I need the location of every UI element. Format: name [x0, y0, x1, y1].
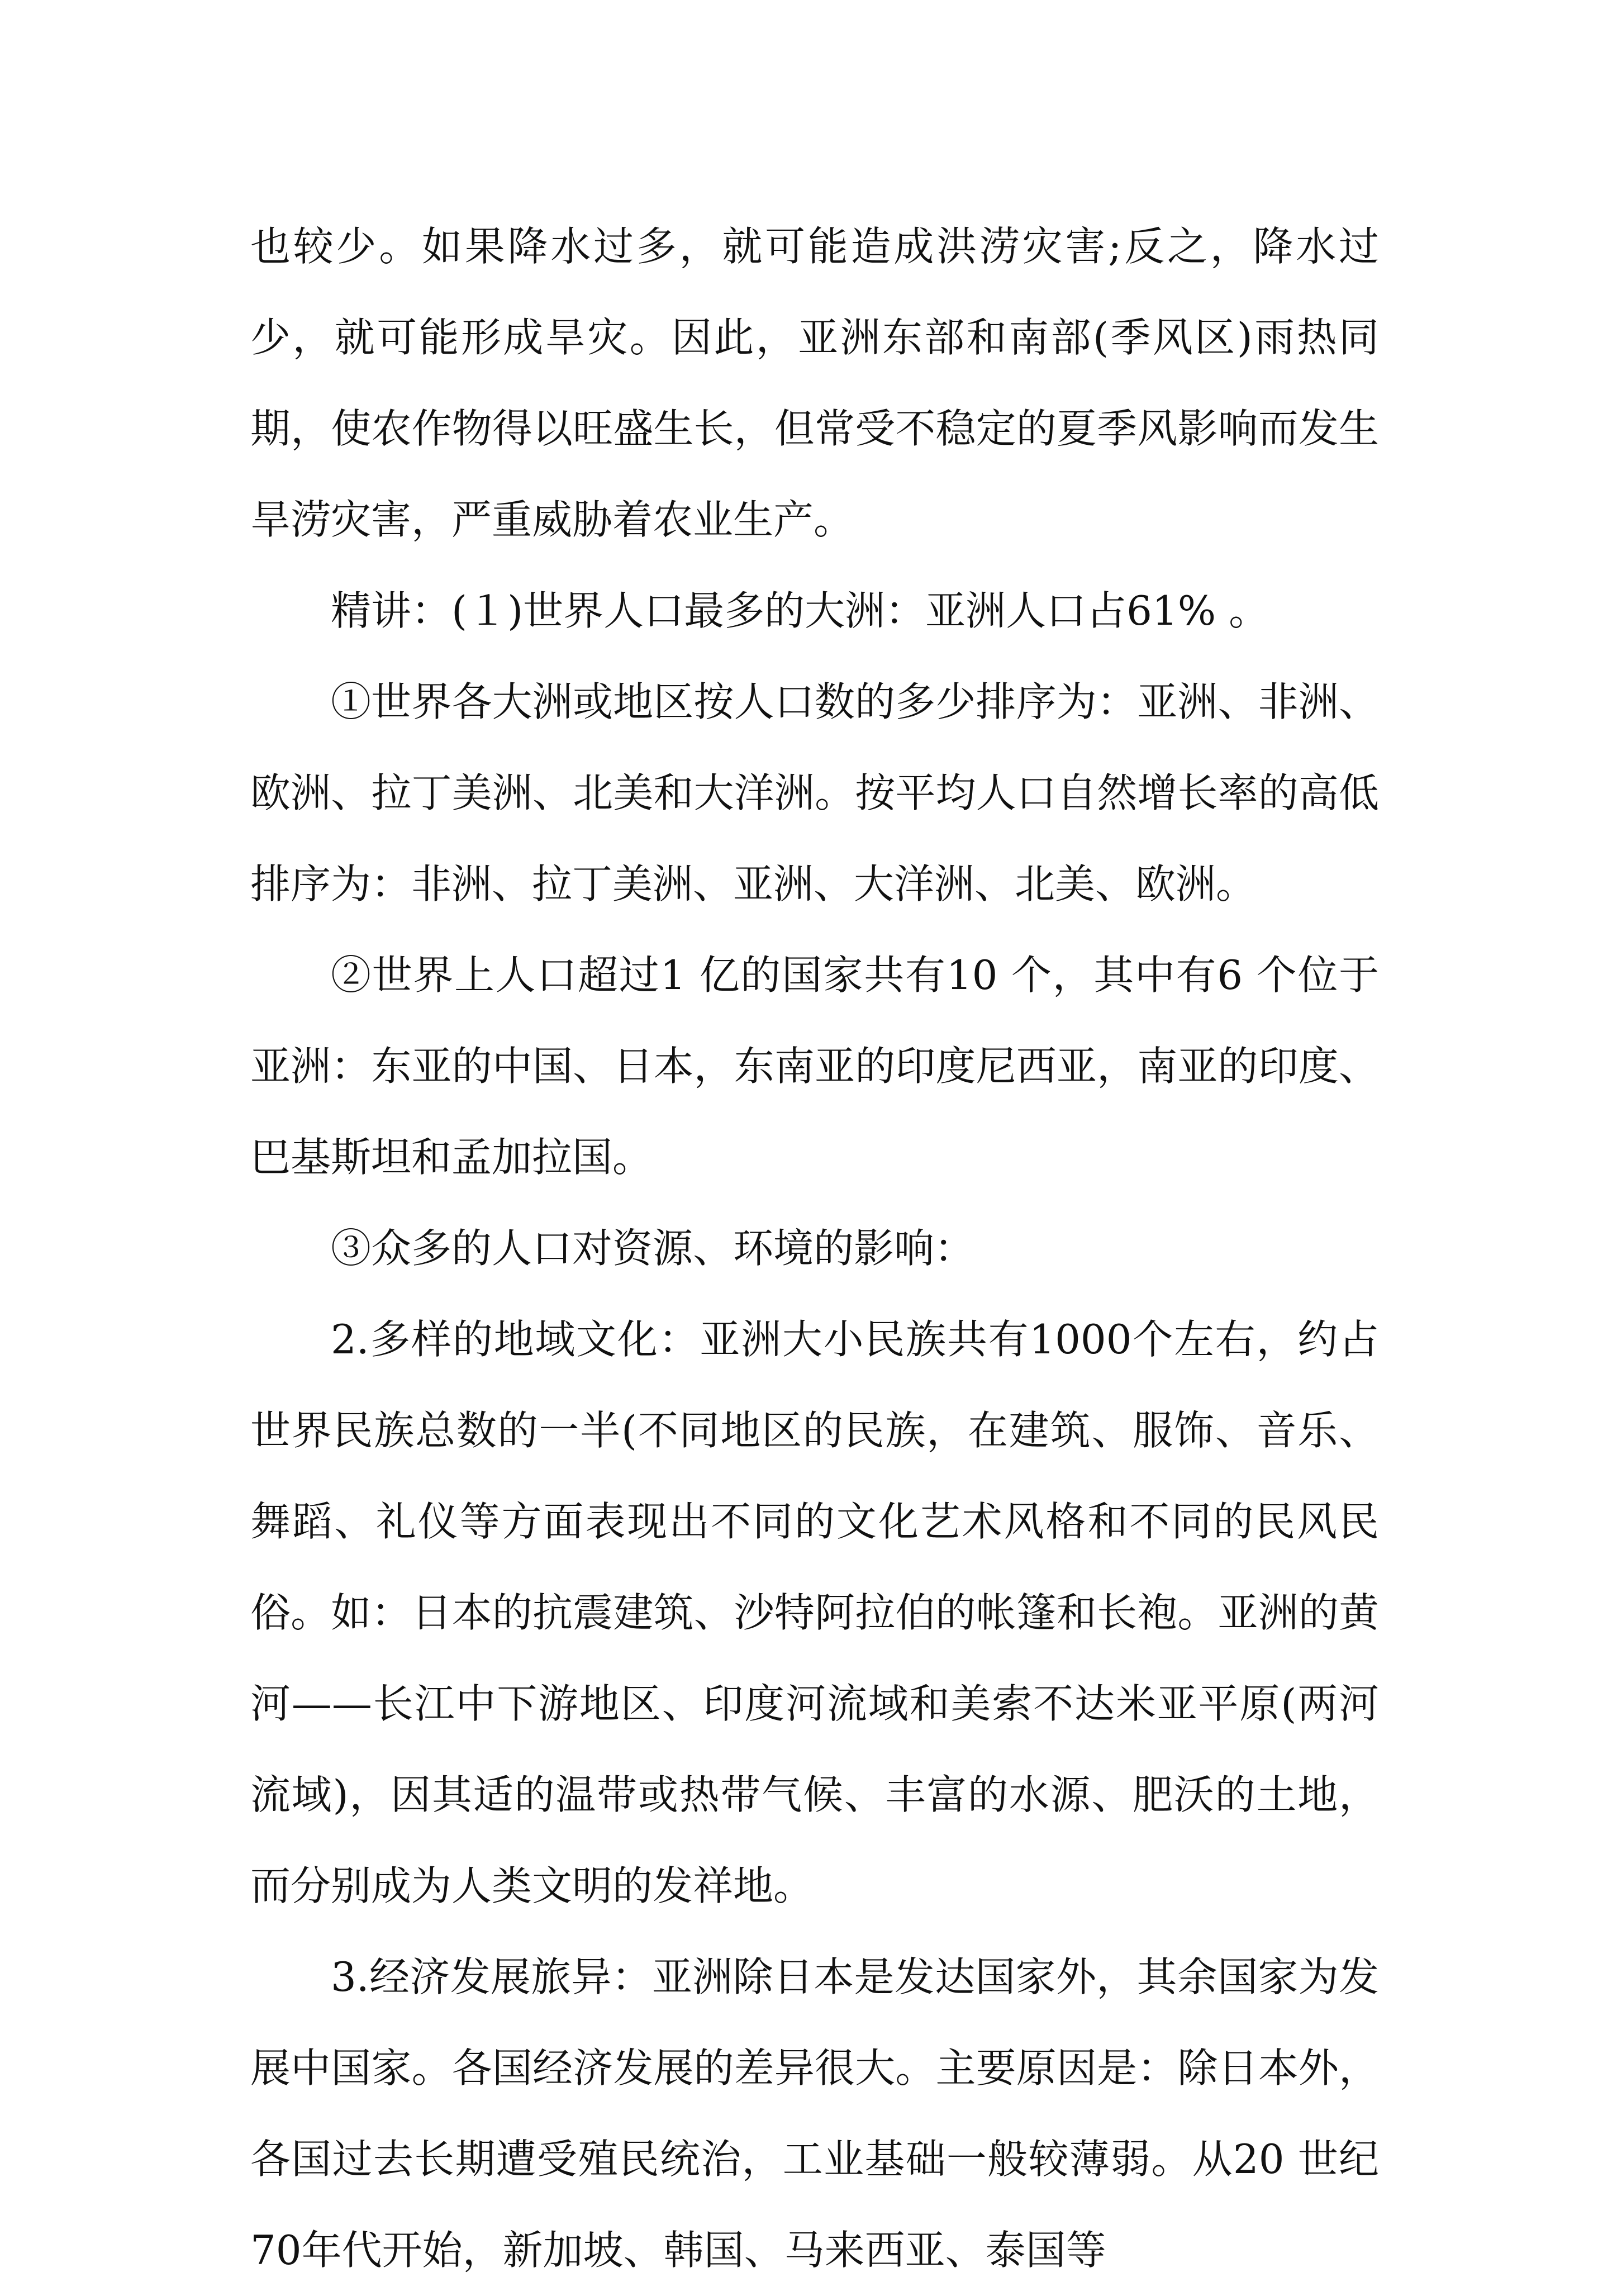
paragraph-2: 精讲：(１)世界人口最多的大洲：亚洲人口占61% 。: [331, 587, 1269, 634]
paragraph-4: ②世界上人口超过1 亿的国家共有10 个，其中有6 个位于亚洲：东亚的中国、日本，东南亚的印度尼西亚，南亚的印度、巴基斯坦和孟加拉国。: [250, 952, 1379, 1181]
paragraph-6: 2.多样的地域文化：亚洲大小民族共有1000个左右，约占世界民族总数的一半(不同地区的民族，在建筑、服饰、音乐、舞蹈、礼仪等方面表现出不同的文化艺术风格和不同的民风民俗。如：日本的抗震建筑、沙特阿拉伯的帐篷和长袍。亚洲的黄河——长江中下游地区、印度河流域和美索不达米亚平原(两河流域)，因其适的温带或热带气候、丰富的水源、肥沃的土地，而分别成为人类文明的发祥地。: [250, 1316, 1379, 1909]
paragraph-5: ③众多的人口对资源、环境的影响：: [331, 1225, 975, 1272]
paragraph-1: 也较少。如果降水过多，就可能造成洪涝灾害;反之，降水过少，就可能形成旱灾。因此，亚洲东部和南部(季风区)雨热同期，使农作物得以旺盛生长，但常受不稳定的夏季风影响而发生旱涝灾害，严重威胁着农业生产。: [250, 223, 1379, 543]
paragraph-3: ①世界各大洲或地区按人口数的多少排序为：亚洲、非洲、欧洲、拉丁美洲、北美和大洋洲。按平均人口自然增长率的高低排序为：非洲、拉丁美洲、亚洲、大洋洲、北美、欧洲。: [250, 678, 1379, 907]
document-page: [250, 201, 1379, 2296]
paragraph-7: 3.经济发展旅异：亚洲除日本是发达国家外，其余国家为发展中国家。各国经济发展的差异很大。主要原因是：除日本外，各国过去长期遭受殖民统治，工业基础一般较薄弱。从20 世纪70年代开始，新加坡、韩国、马来西亚、泰国等: [250, 1953, 1379, 2274]
